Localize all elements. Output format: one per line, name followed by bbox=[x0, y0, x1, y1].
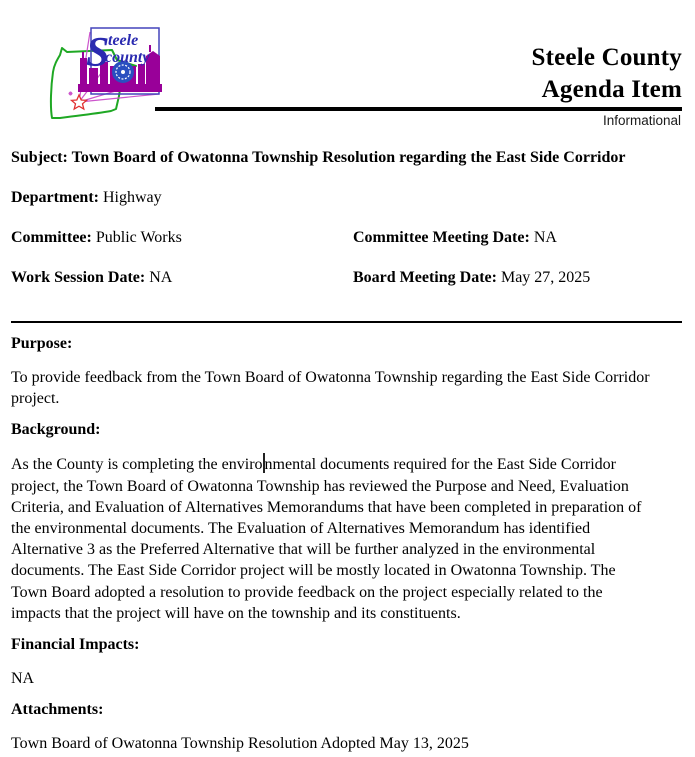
logo-word-county: county bbox=[105, 49, 150, 66]
committee-meeting-date-label: Committee Meeting Date: bbox=[353, 229, 530, 246]
field-board-meeting-date[interactable] bbox=[353, 268, 590, 288]
field-work-session-date[interactable] bbox=[11, 268, 353, 288]
committee-value: Public Works bbox=[95, 229, 182, 246]
field-row-dates bbox=[11, 268, 682, 288]
background-text-before-cursor: As the County is completing the enviro bbox=[11, 456, 263, 474]
background-paragraph[interactable] bbox=[11, 453, 651, 624]
committee-label: Committee: bbox=[11, 229, 92, 246]
field-department[interactable] bbox=[11, 188, 682, 208]
purpose-paragraph[interactable]: To provide feedback from the Town Board of Owatonna Township regarding the East Side Corridor project. bbox=[11, 369, 650, 408]
document-header bbox=[0, 0, 695, 148]
logo-letter-s: S bbox=[86, 30, 110, 76]
field-committee[interactable] bbox=[11, 228, 353, 248]
steele-county-logo bbox=[22, 10, 167, 122]
department-value: Highway bbox=[102, 189, 162, 206]
attachments-heading[interactable]: Attachments: bbox=[11, 701, 104, 719]
document-title bbox=[531, 42, 682, 106]
document-body bbox=[0, 148, 695, 754]
logo-word-teele: teele bbox=[108, 32, 139, 49]
subject-value: Town Board of Owatonna Township Resolution regarding the East Side Corridor bbox=[71, 149, 626, 166]
location-star bbox=[72, 95, 87, 109]
header-rule bbox=[155, 107, 682, 111]
work-session-date-label: Work Session Date: bbox=[11, 269, 146, 286]
department-label: Department: bbox=[11, 189, 99, 206]
committee-meeting-date-value: NA bbox=[533, 229, 557, 246]
field-committee-meeting-date[interactable] bbox=[353, 228, 557, 248]
sparkle-icon bbox=[69, 92, 73, 96]
field-subject[interactable] bbox=[11, 148, 682, 168]
background-text-after-cursor: nmental documents required for the East Side Corridor project, the Town Board of Owatonna Township has reviewed the Purpose and Need, Evaluation Criteria, and Evaluation of Alternatives Memorandums that have been completed in preparation of the environmental documents. The Evaluation of Alternatives Memorandum has identified Alternative 3 as the Preferred Alternative that will be further analyzed in the environmental documents. The East Side Corridor project will be mostly located in Owatonna Township. The Town Board adopted a resolution to provide feedback on the project especially related to the impacts that the project will have on the township and its constituents. bbox=[11, 456, 642, 622]
work-session-date-value: NA bbox=[149, 269, 173, 286]
financial-impacts-heading[interactable]: Financial Impacts: bbox=[11, 636, 140, 654]
purpose-heading[interactable]: Purpose: bbox=[11, 335, 73, 352]
classification-label: Informational bbox=[602, 113, 681, 128]
field-row-committee bbox=[11, 228, 682, 248]
background-heading[interactable]: Background: bbox=[11, 421, 101, 439]
page-title-line2: Agenda Item bbox=[541, 76, 682, 103]
subject-label: Subject: bbox=[11, 149, 68, 166]
page-title-line1: Steele County bbox=[531, 44, 682, 71]
financial-impacts-paragraph[interactable]: NA bbox=[11, 670, 35, 688]
board-meeting-date-value: May 27, 2025 bbox=[500, 269, 591, 286]
attachments-paragraph[interactable]: Town Board of Owatonna Township Resolution Adopted May 13, 2025 bbox=[11, 735, 469, 753]
board-meeting-date-label: Board Meeting Date: bbox=[353, 269, 497, 286]
section-divider bbox=[11, 321, 682, 323]
